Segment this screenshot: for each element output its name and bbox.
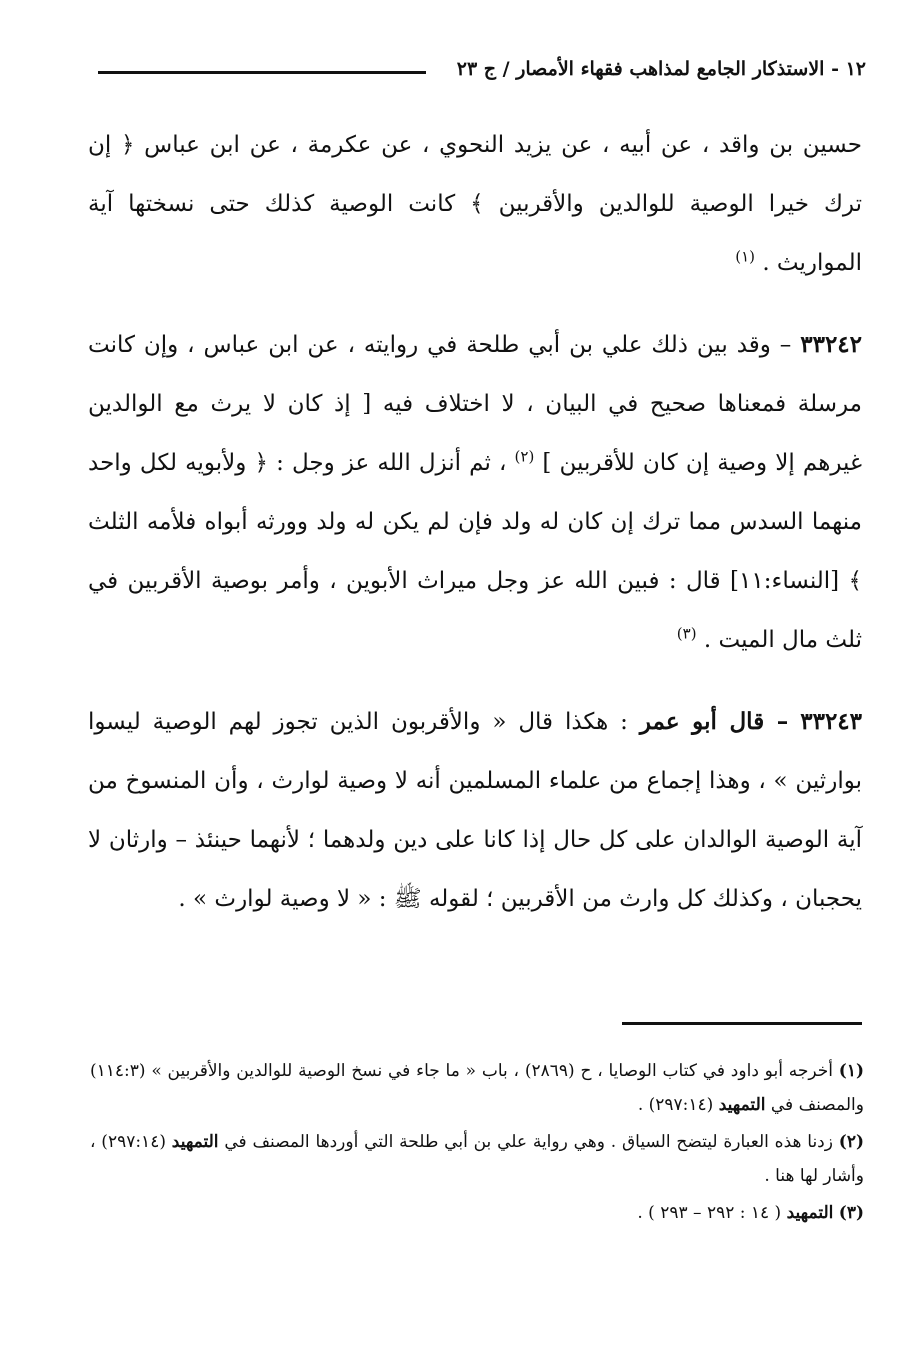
footnote-text: زدنا هذه العبارة ليتضح السياق . وهي رواية علي بن أبي طلحة التي أوردها المصنف في <box>224 1132 833 1152</box>
paragraph-33242 <box>88 315 862 670</box>
footnote-number: (٢) <box>838 1132 865 1152</box>
header-rule <box>98 71 426 74</box>
paragraph-text: حسين بن واقد ، عن أبيه ، عن يزيد النحوي ، عن عكرمة ، عن ابن عباس ﴿ إن ترك خيرا الوصية للوالدين والأقربين ﴾ كانت الوصية كذلك حتى نسختها آية المواريث . <box>88 132 862 276</box>
running-header <box>98 52 866 92</box>
footnote-number: (١) <box>838 1061 864 1081</box>
paragraph-text: – وقد بين ذلك علي بن أبي طلحة في روايته ، عن ابن عباس ، وإن كانت مرسلة فمعناها صحيح في البيان ، لا اختلاف فيه [ إذ كان لا يرث مع الوالدين غيرهم إلا وصية إن كان للأقربين ] <box>88 332 863 476</box>
main-text <box>88 116 862 929</box>
footnote-ref-1: (١) <box>735 247 755 266</box>
footnote-text: (٢٩٧:١٤) . <box>637 1095 714 1115</box>
footnote-ref-3: (٣) <box>676 624 697 643</box>
footnote-3 <box>90 1196 864 1230</box>
book-title: التمهيد <box>718 1095 766 1115</box>
footnote-number: (٣) <box>838 1203 864 1223</box>
header-title: ١٢ - الاستذكار الجامع لمذاهب فقهاء الأمصار / ج ٢٣ <box>456 58 866 80</box>
footnote-2 <box>90 1125 864 1193</box>
speaker-label: – قال أبو عمر <box>639 708 789 735</box>
book-title: التمهيد <box>171 1132 219 1152</box>
paragraph-33243 <box>88 692 862 929</box>
footnotes <box>90 1054 864 1233</box>
footnote-ref-2: (٢) <box>514 447 535 466</box>
footnote-text: ( ١٤ : ٢٩٢ – ٢٩٣ ) . <box>637 1203 782 1223</box>
footnote-text: أخرجه أبو داود في كتاب الوصايا ، ح (٢٨٦٩) ، باب « ما جاء في نسخ الوصية للوالدين والأقربين » (١١٤:٣) والمصنف في <box>90 1061 864 1115</box>
paragraph-text: ، ثم أنزل الله عز وجل : ﴿ ولأبويه لكل واحد منهما السدس مما ترك إن كان له ولد فإن لم يكن له ولد وورثه أبواه فلأمه الثلث ﴾ [النساء:١١] قال : فبين الله عز وجل ميراث الأبوين ، وأمر بوصية الأقربين في ثلث مال الميت . <box>88 450 862 653</box>
footnote-1 <box>90 1054 864 1122</box>
paragraph-number: ٣٣٢٤٣ <box>800 708 863 735</box>
paragraph-number: ٣٣٢٤٢ <box>800 331 863 358</box>
book-title: التمهيد <box>786 1203 834 1223</box>
paragraph-continuation <box>88 116 862 293</box>
paragraph-text: : هكذا قال « والأقربون الذين تجوز لهم الوصية ليسوا بوارثين » ، وهذا إجماع من علماء المسلمين أنه لا وصية لوارث ، وأن المنسوخ من آية الوصية الوالدان على كل حال إذا كانا على دين ولدهما ؛ لأنهما حينئذ – وارثان لا يحجبان ، وكذلك كل وارث من الأقربين ؛ لقوله ﷺ : « لا وصية لوارث » . <box>88 709 862 912</box>
footnote-text: (٢٩٧:١٤) ، وأشار لها هنا . <box>90 1132 864 1186</box>
footnotes-separator <box>622 1022 862 1025</box>
